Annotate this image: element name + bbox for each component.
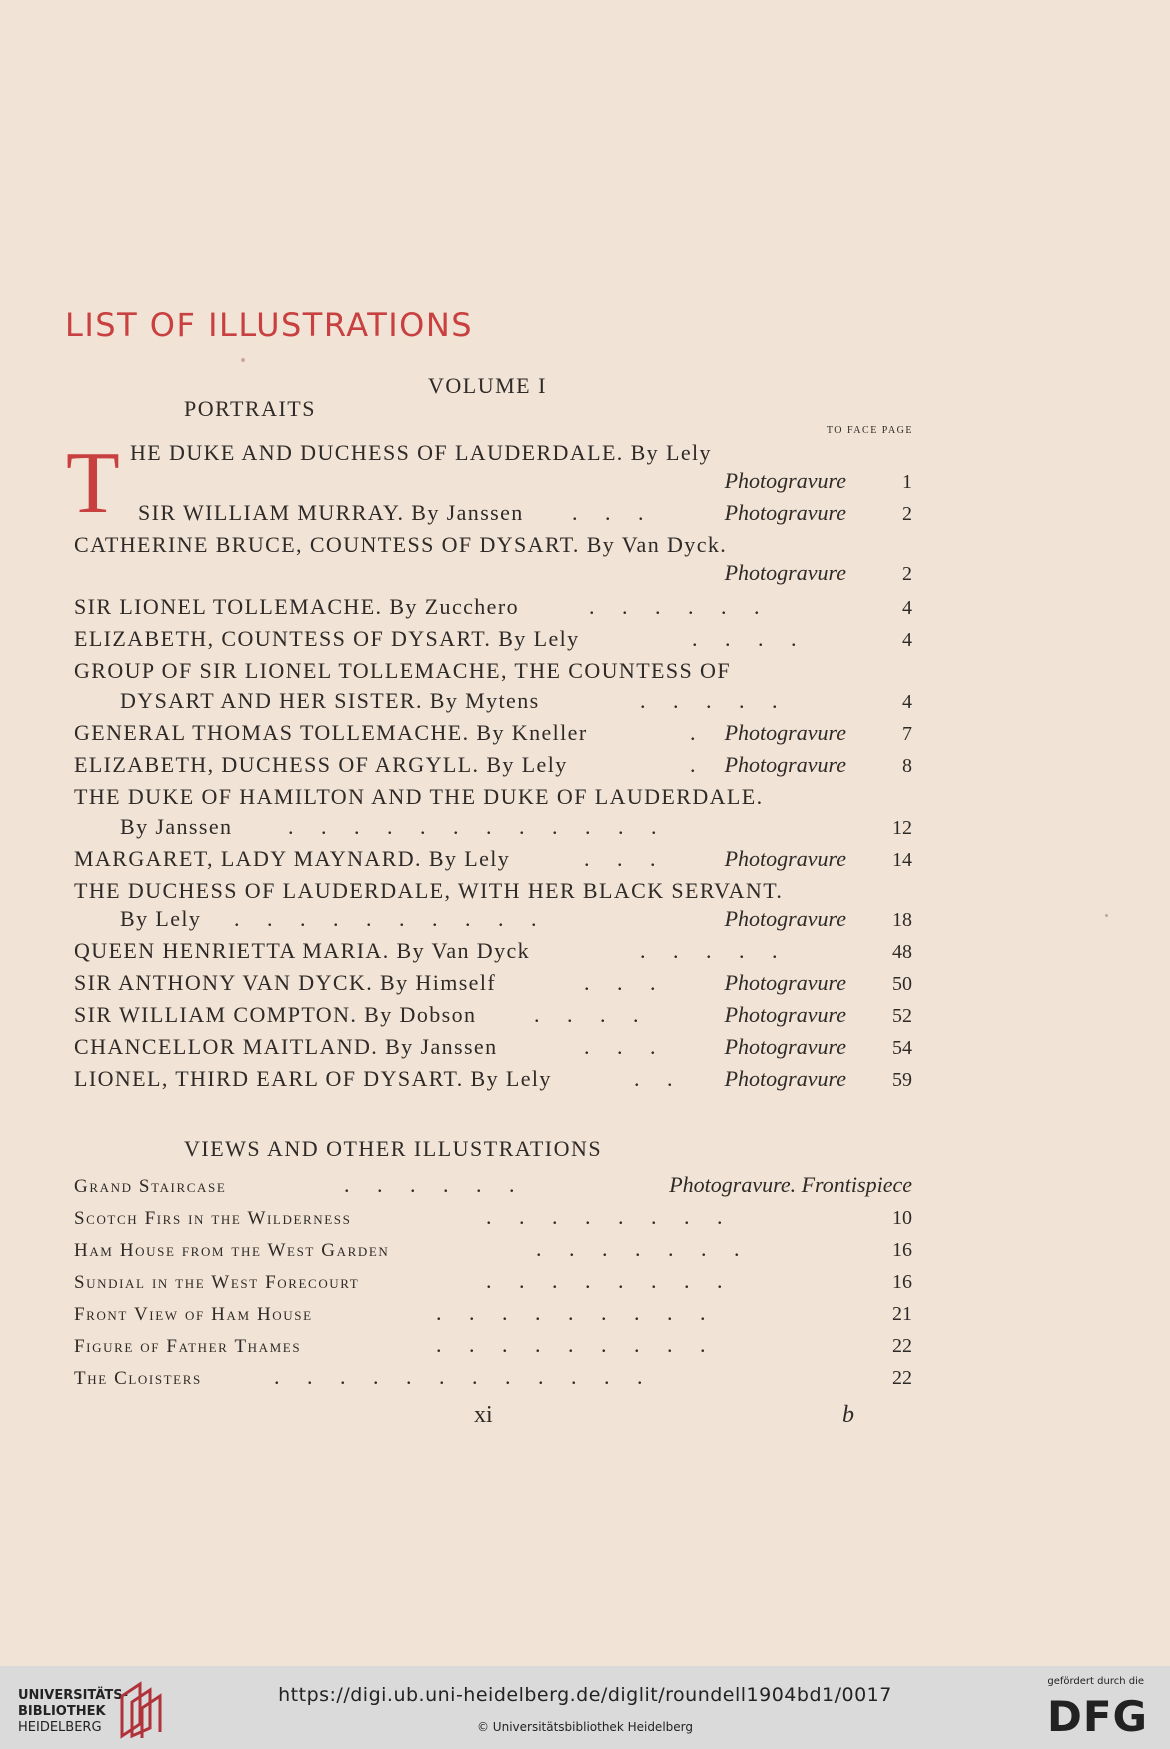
portrait-title: CATHERINE BRUCE, COUNTESS OF DYSART. By Van Dyck. [74, 532, 728, 557]
view-title: The Cloisters [74, 1368, 202, 1389]
page-reference: 8 [902, 755, 912, 777]
reproduction-process: Photogravure [724, 560, 846, 585]
portraits-heading: PORTRAITS [184, 396, 316, 421]
page-reference: 50 [892, 973, 912, 995]
ink-speck [1105, 914, 1108, 917]
portrait-row [74, 532, 912, 562]
view-title: Sundial in the West Forecourt [74, 1272, 360, 1293]
reproduction-process: Photogravure. Frontispiece [669, 1172, 912, 1197]
page-reference: 18 [892, 909, 912, 931]
portrait-title: By Janssen [120, 814, 233, 839]
library-line-2: BIBLIOTHEK [18, 1704, 106, 1719]
portrait-title: HE DUKE AND DUCHESS OF LAUDERDALE. By Lely [130, 440, 712, 465]
page-reference: 59 [892, 1069, 912, 1091]
reproduction-process: Photogravure [724, 468, 846, 493]
reproduction-process: Photogravure [724, 906, 846, 931]
portrait-title: GENERAL THOMAS TOLLEMACHE. By Kneller [74, 720, 588, 745]
portrait-title: SIR WILLIAM COMPTON. By Dobson [74, 1002, 477, 1027]
page-reference: 14 [892, 849, 912, 871]
page-reference: 21 [892, 1303, 912, 1325]
portrait-row [74, 500, 912, 530]
dot-leader: . . . . . . [589, 594, 760, 619]
dot-leader: . . . . . . . [536, 1236, 740, 1261]
copyright-notice: © Universitätsbibliothek Heidelberg [476, 1720, 693, 1734]
page-reference: 54 [892, 1037, 912, 1059]
page-reference: 12 [892, 817, 912, 839]
page-reference: 16 [892, 1271, 912, 1293]
page-reference: 52 [892, 1005, 912, 1027]
page-heading: LIST OF ILLUSTRATIONS [65, 306, 474, 344]
page-reference: 2 [902, 503, 912, 525]
dot-leader: . . . [572, 500, 644, 525]
portrait-row [74, 846, 912, 876]
dot-leader: . . . . . [640, 938, 778, 963]
portrait-title: CHANCELLOR MAITLAND. By Janssen [74, 1034, 498, 1059]
dot-leader: . . . [584, 970, 656, 995]
dot-leader: . . . . . . . . . [436, 1332, 706, 1357]
portrait-row [74, 560, 912, 590]
dot-leader: . . . . [534, 1002, 639, 1027]
view-row [74, 1364, 912, 1394]
page-reference: 1 [902, 471, 912, 493]
portrait-title: ELIZABETH, DUCHESS OF ARGYLL. By Lely [74, 752, 568, 777]
dot-leader: . . [634, 1066, 673, 1091]
view-row [74, 1300, 912, 1330]
portrait-row [74, 626, 912, 656]
reproduction-process: Photogravure [724, 500, 846, 525]
portrait-title: LIONEL, THIRD EARL OF DYSART. By Lely [74, 1066, 552, 1091]
page-reference: 4 [902, 597, 912, 619]
dot-leader: . . . . . . . . [486, 1268, 723, 1293]
portrait-title: QUEEN HENRIETTA MARIA. By Van Dyck [74, 938, 531, 963]
portrait-row [74, 1034, 912, 1064]
page-reference: 22 [892, 1335, 912, 1357]
view-title: Scotch Firs in the Wilderness [74, 1208, 352, 1229]
portrait-title: GROUP OF SIR LIONEL TOLLEMACHE, THE COUNTESS OF [74, 658, 731, 683]
reproduction-process: Photogravure [724, 1066, 846, 1091]
page-number: xi [474, 1402, 493, 1428]
page-reference: 22 [892, 1367, 912, 1389]
view-title: Grand Staircase [74, 1176, 227, 1197]
view-row [74, 1172, 912, 1202]
page-reference: 4 [902, 629, 912, 651]
portrait-row [74, 938, 912, 968]
portrait-row [74, 658, 912, 688]
portrait-row [74, 1066, 912, 1096]
portrait-row [74, 594, 912, 624]
funding-note: gefördert durch die [1047, 1676, 1144, 1687]
page-reference: 16 [892, 1239, 912, 1261]
portrait-row [74, 970, 912, 1000]
view-title: Figure of Father Thames [74, 1336, 302, 1357]
view-title: Front View of Ham House [74, 1304, 313, 1325]
page-reference: 2 [902, 563, 912, 585]
page-reference: 48 [892, 941, 912, 963]
dot-leader: . . . . [692, 626, 797, 651]
portrait-row [74, 1002, 912, 1032]
view-row [74, 1204, 912, 1234]
portrait-title: MARGARET, LADY MAYNARD. By Lely [74, 846, 511, 871]
dot-leader: . . . . . . . . . . . . [274, 1364, 643, 1389]
dot-leader: . . . . . . . . . [436, 1300, 706, 1325]
view-row [74, 1268, 912, 1298]
dot-leader: . . . . . [640, 688, 778, 713]
portrait-row [74, 468, 912, 498]
page-reference: 7 [902, 723, 912, 745]
portrait-title: SIR LIONEL TOLLEMACHE. By Zucchero [74, 594, 519, 619]
reproduction-process: Photogravure [724, 720, 846, 745]
portrait-row [74, 752, 912, 782]
portrait-row [74, 878, 912, 908]
page-reference: 4 [902, 691, 912, 713]
reproduction-process: Photogravure [724, 846, 846, 871]
reproduction-process: Photogravure [724, 970, 846, 995]
page-reference: 10 [892, 1207, 912, 1229]
portrait-title: SIR WILLIAM MURRAY. By Janssen [138, 500, 524, 525]
dot-leader: . [690, 752, 696, 777]
reproduction-process: Photogravure [724, 1034, 846, 1059]
portrait-row [74, 906, 912, 936]
drop-cap: T [66, 435, 120, 532]
view-row [74, 1236, 912, 1266]
reproduction-process: Photogravure [724, 752, 846, 777]
dot-leader: . . . . . . [344, 1172, 515, 1197]
portrait-title: DYSART AND HER SISTER. By Mytens [120, 688, 540, 713]
signature-mark: b [842, 1402, 854, 1428]
portrait-row [74, 440, 912, 470]
view-title: Ham House from the West Garden [74, 1240, 390, 1261]
volume-heading: VOLUME I [428, 373, 547, 398]
views-heading: VIEWS AND OTHER ILLUSTRATIONS [184, 1136, 603, 1161]
view-row [74, 1332, 912, 1362]
to-face-page-label: TO FACE PAGE [826, 425, 913, 436]
library-line-1: UNIVERSITÄTS- [18, 1688, 128, 1703]
reproduction-process: Photogravure [724, 1002, 846, 1027]
dot-leader: . . . [584, 1034, 656, 1059]
portrait-row [74, 688, 912, 718]
dot-leader: . [690, 720, 696, 745]
portrait-title: THE DUCHESS OF LAUDERDALE, WITH HER BLACK SERVANT. [74, 878, 784, 903]
dot-leader: . . . [584, 846, 656, 871]
ink-speck [241, 358, 245, 362]
portrait-title: SIR ANTHONY VAN DYCK. By Himself [74, 970, 497, 995]
dot-leader: . . . . . . . . . . . . [288, 814, 657, 839]
permalink-url[interactable]: https://digi.ub.uni-heidelberg.de/diglit/roundell1904bd1/0017 [278, 1684, 892, 1706]
portrait-title: ELIZABETH, COUNTESS OF DYSART. By Lely [74, 626, 580, 651]
dot-leader: . . . . . . . . . . [234, 906, 537, 931]
portrait-title: By Lely [120, 906, 202, 931]
portrait-row [74, 720, 912, 750]
dfg-logo: DFG [1046, 1692, 1148, 1741]
dot-leader: . . . . . . . . [486, 1204, 723, 1229]
digitization-footer [0, 1666, 1170, 1749]
library-line-3: HEIDELBERG [18, 1720, 102, 1735]
portrait-title: THE DUKE OF HAMILTON AND THE DUKE OF LAUDERDALE. [74, 784, 764, 809]
portrait-row [74, 814, 912, 844]
portrait-row [74, 784, 912, 814]
